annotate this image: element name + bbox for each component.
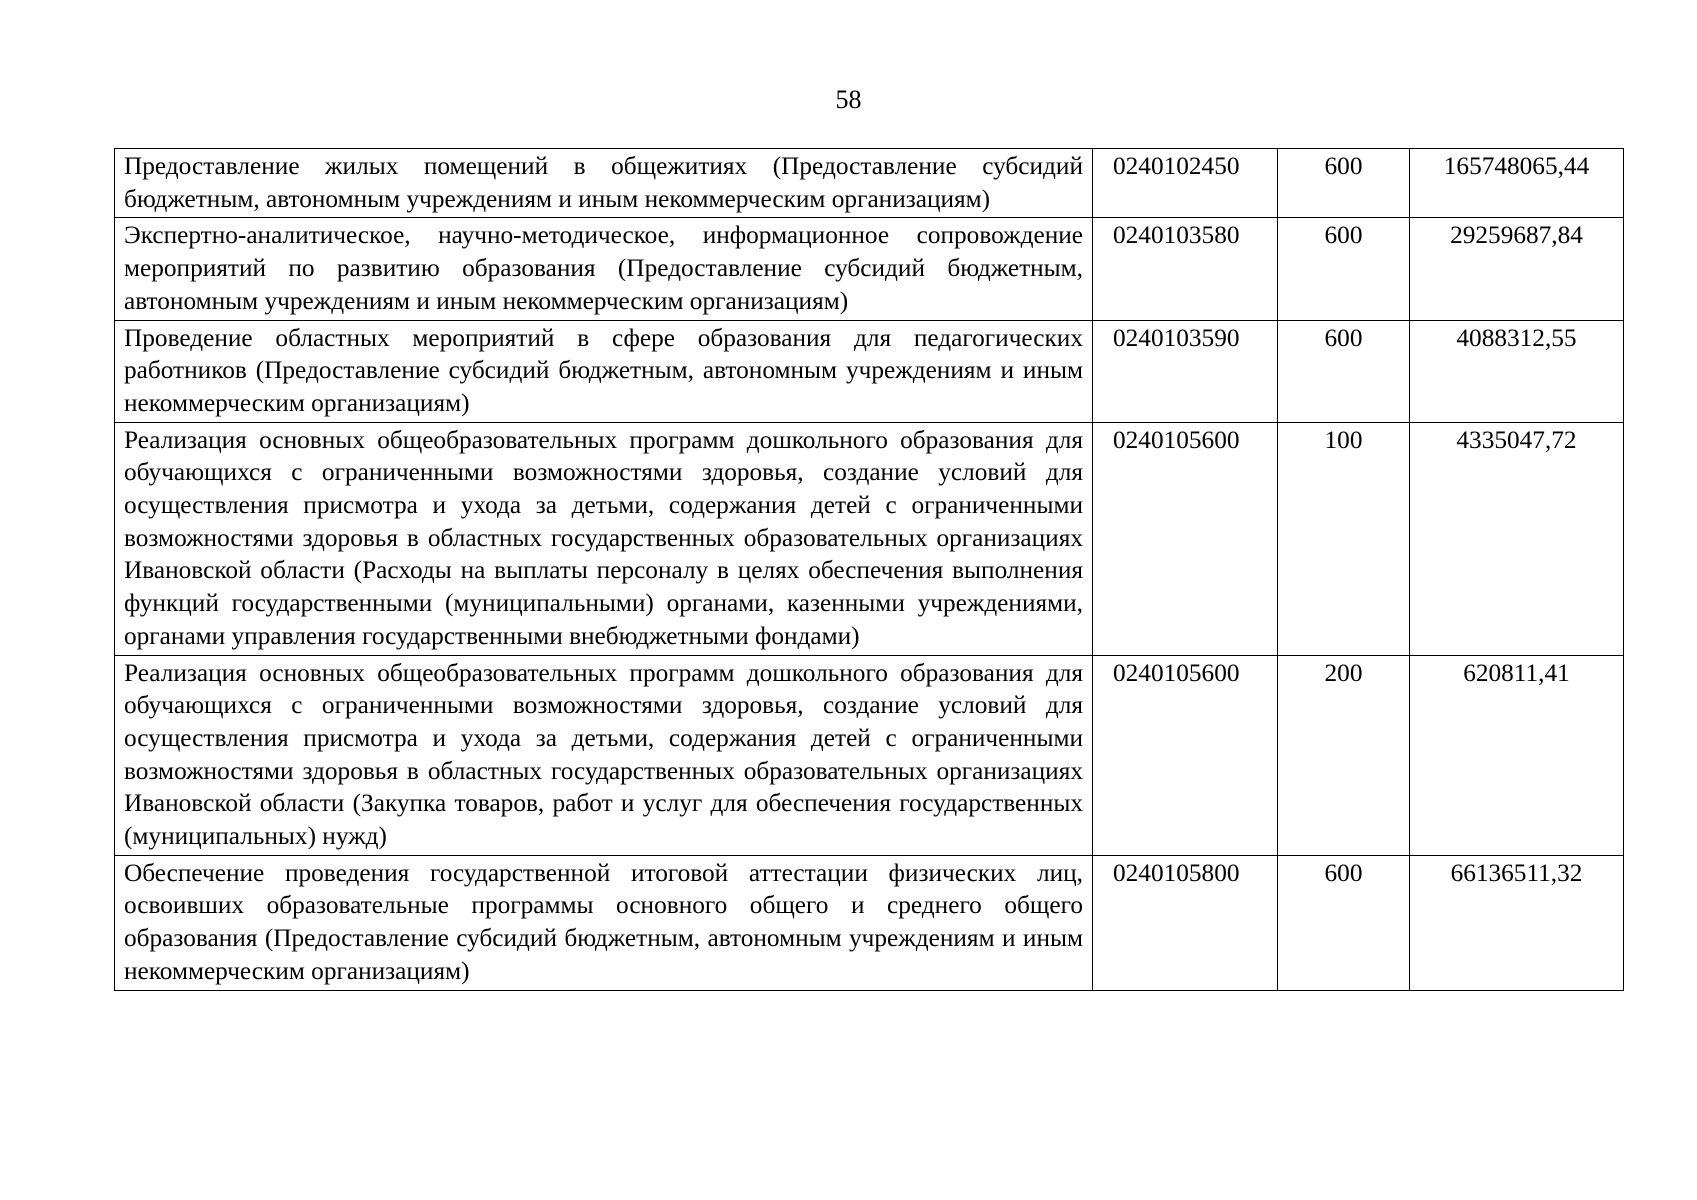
amount-value: 620811,41	[1410, 655, 1624, 855]
target-article-code: 0240105600	[1093, 422, 1278, 655]
amount-value: 4335047,72	[1410, 422, 1624, 655]
expense-type-code: 600	[1278, 149, 1410, 218]
table-row	[115, 655, 1624, 855]
target-article-code: 0240102450	[1093, 149, 1278, 218]
table-row	[115, 422, 1624, 655]
table-row	[115, 218, 1624, 320]
table-row	[115, 149, 1624, 218]
expense-type-code: 600	[1278, 855, 1410, 990]
expense-description: Предоставление жилых помещений в общежитиях (Предоставление субсидий бюджетным, автономным учреждениям и иным некоммерческим организациям)	[115, 149, 1093, 218]
target-article-code: 0240103580	[1093, 218, 1278, 320]
expense-description: Реализация основных общеобразовательных программ дошкольного образования для обучающихся с ограниченными возможностями здоровья, создание условий для осуществления присмотра и ухода за детьми, содержания детей с ограниченными возможностями здоровья в областных государственных образовательных организациях Ивановской области (Закупка товаров, работ и услуг для обеспечения государственных (муниципальных) нужд)	[115, 655, 1093, 855]
page-number: 58	[835, 85, 862, 114]
expense-description: Проведение областных мероприятий в сфере образования для педагогических работников (Предоставление субсидий бюджетным, автономным учреждениям и иным некоммерческим организациям)	[115, 320, 1093, 422]
table-row	[115, 855, 1624, 990]
amount-value: 165748065,44	[1410, 149, 1624, 218]
expense-type-code: 100	[1278, 422, 1410, 655]
expense-type-code: 600	[1278, 218, 1410, 320]
expense-description: Экспертно-аналитическое, научно-методическое, информационное сопровождение мероприятий по развитию образования (Предоставление субсидий бюджетным, автономным учреждениям и иным некоммерческим организациям)	[115, 218, 1093, 320]
target-article-code: 0240105800	[1093, 855, 1278, 990]
target-article-code: 0240103590	[1093, 320, 1278, 422]
budget-table	[114, 148, 1624, 991]
expense-type-code: 600	[1278, 320, 1410, 422]
target-article-code: 0240105600	[1093, 655, 1278, 855]
expense-description: Обеспечение проведения государственной итоговой аттестации физических лиц, освоивших образовательные программы основного общего и среднего общего образования (Предоставление субсидий бюджетным, автономным учреждениям и иным некоммерческим организациям)	[115, 855, 1093, 990]
amount-value: 29259687,84	[1410, 218, 1624, 320]
expense-description: Реализация основных общеобразовательных программ дошкольного образования для обучающихся с ограниченными возможностями здоровья, создание условий для осуществления присмотра и ухода за детьми, содержания детей с ограниченными возможностями здоровья в областных государственных образовательных организациях Ивановской области (Расходы на выплаты персоналу в целях обеспечения выполнения функций государственными (муниципальными) органами, казенными учреждениями, органами управления государственными внебюджетными фондами)	[115, 422, 1093, 655]
expense-type-code: 200	[1278, 655, 1410, 855]
amount-value: 4088312,55	[1410, 320, 1624, 422]
amount-value: 66136511,32	[1410, 855, 1624, 990]
table-row	[115, 320, 1624, 422]
